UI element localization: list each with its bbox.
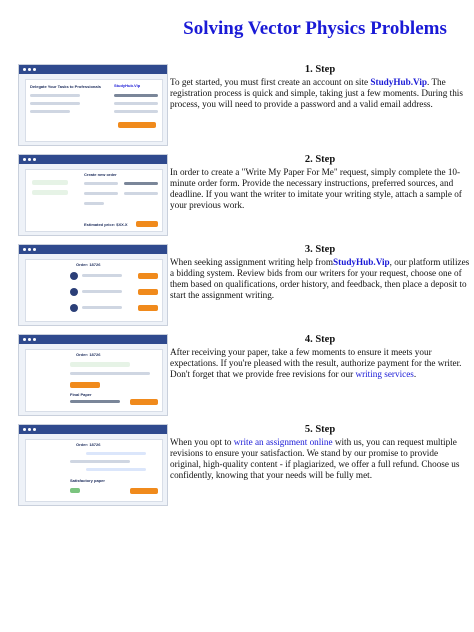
line xyxy=(30,102,80,105)
step-1 xyxy=(18,64,470,146)
step-3 xyxy=(18,244,470,326)
step-4-text xyxy=(170,334,470,380)
line xyxy=(30,110,70,113)
hire-button xyxy=(138,289,158,295)
step-1-text xyxy=(170,64,470,110)
thumb-subtitle: Final Paper xyxy=(70,392,92,397)
button xyxy=(70,382,100,388)
line xyxy=(82,306,122,309)
text: , our platform utilizes a bidding system. Review bids from our writers for your request, choose one of them based on qualifications, order history, and feedback, then place a deposit to start the assignment writing. xyxy=(170,257,470,300)
thumb-title: Order: 18726 xyxy=(76,442,101,447)
thumb-title: Create new order xyxy=(84,172,117,177)
text: When seeking assignment writing help from xyxy=(170,257,334,267)
input-line xyxy=(84,182,118,185)
download-button xyxy=(130,399,158,405)
input-line xyxy=(114,110,158,113)
hire-button xyxy=(138,273,158,279)
input-line xyxy=(124,192,158,195)
chat-bubble xyxy=(86,452,146,455)
input-line xyxy=(84,202,104,205)
screenshot-canvas xyxy=(25,169,163,232)
line xyxy=(82,274,122,277)
thumb-price: Estimated price: $XX.X xyxy=(84,222,128,227)
thumb-title: Order: 18726 xyxy=(76,262,101,267)
window-bar xyxy=(19,335,167,344)
window-bar xyxy=(19,65,167,74)
step-3-screenshot xyxy=(18,244,168,326)
step-4-heading: 4. Step xyxy=(304,334,336,345)
writing-services-link[interactable]: writing services xyxy=(355,369,414,379)
thumb-subtitle: Delegate Your Tasks to Professionals xyxy=(30,84,101,89)
step-3-text xyxy=(170,244,470,301)
progress-chip xyxy=(32,180,68,185)
write-assignment-link[interactable]: write an assignment online xyxy=(233,437,333,447)
line xyxy=(30,94,80,97)
line xyxy=(82,290,122,293)
step-5-screenshot xyxy=(18,424,168,506)
input-line xyxy=(114,94,158,97)
screenshot-canvas xyxy=(25,259,163,322)
page-title: Solving Vector Physics Problems xyxy=(183,18,447,39)
step-2 xyxy=(18,154,470,236)
step-2-screenshot xyxy=(18,154,168,236)
signup-button xyxy=(118,122,156,128)
step-5-heading: 5. Step xyxy=(304,424,336,435)
thumb-subtitle: Satisfactory paper xyxy=(70,478,105,483)
progress-chip xyxy=(32,190,68,195)
status-chip xyxy=(70,362,130,367)
line xyxy=(70,372,150,375)
text: with us, you can request multiple revisions to ensure your satisfaction. We stand by our promise to provide original, high-quality content - if plagiarized, we offer a full refund. Choose us confidently, knowing that your needs will be fully met. xyxy=(170,437,460,480)
step-3-heading: 3. Step xyxy=(304,244,336,255)
studyhub-link[interactable]: StudyHub.Vip xyxy=(370,77,428,87)
step-5-text xyxy=(170,424,470,481)
thumb-logo: StudyHub.Vip xyxy=(114,83,141,88)
input-line xyxy=(84,192,118,195)
window-bar xyxy=(19,155,167,164)
step-1-heading: 1. Step xyxy=(304,64,336,75)
input-line xyxy=(114,102,158,105)
text: After receiving your paper, take a few moments to ensure it meets your expectations. If you're pleased with the result, authorize payment for the writer. Don't forget that we provide free revisions for our xyxy=(170,347,462,379)
download-button xyxy=(130,488,158,494)
step-2-body: In order to create a "Write My Paper For Me" request, simply complete the 10-minute order form. Provide the necessary instructions, preferred sources, and deadline. If you want the writer to imitate your writing style, attach a sample of your previous work. xyxy=(170,167,462,210)
screenshot-canvas xyxy=(25,79,163,142)
step-1-screenshot xyxy=(18,64,168,146)
screenshot-canvas xyxy=(25,439,163,502)
file-line xyxy=(70,400,120,403)
text: . xyxy=(413,369,417,379)
hire-button xyxy=(138,305,158,311)
text: When you opt to xyxy=(170,437,234,447)
step-4 xyxy=(18,334,470,416)
avatar xyxy=(70,272,78,280)
input-line xyxy=(124,182,158,185)
window-bar xyxy=(19,245,167,254)
step-4-screenshot xyxy=(18,334,168,416)
next-button xyxy=(136,221,158,227)
thumb-title: Order: 18726 xyxy=(76,352,101,357)
avatar xyxy=(70,288,78,296)
file-icon xyxy=(70,488,80,493)
window-bar xyxy=(19,425,167,434)
chat-bubble xyxy=(86,468,146,471)
text: . The registration process is quick and simple, taking just a few moments. During this process, you will need to provide a password and a valid email address. xyxy=(170,77,463,109)
step-2-text xyxy=(170,154,470,211)
text: To get started, you must first create an account on site xyxy=(170,77,371,87)
chat-bubble xyxy=(70,460,130,463)
avatar xyxy=(70,304,78,312)
screenshot-canvas xyxy=(25,349,163,412)
step-2-heading: 2. Step xyxy=(304,154,336,165)
studyhub-link[interactable]: StudyHub.Vip xyxy=(333,257,390,267)
step-5 xyxy=(18,424,470,506)
